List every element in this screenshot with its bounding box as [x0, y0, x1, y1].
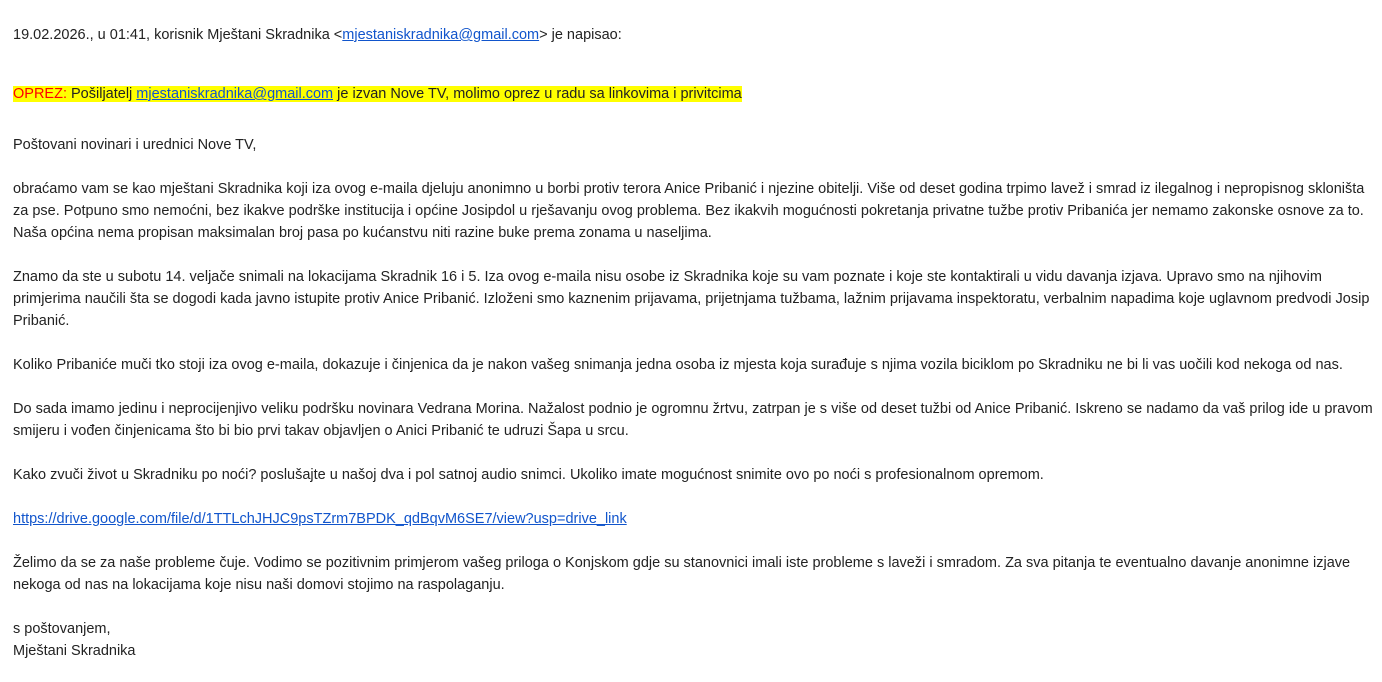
paragraph-audio: Kako zvuči život u Skradniku po noći? poslušajte u našoj dva i pol satnoj audio snimci. Ukoliko imate mogućnost snimite ovo po noći s profesionalnom opremom. — [13, 467, 1044, 483]
signature-block — [13, 618, 1375, 662]
warning-email-link[interactable]: mjestaniskradnika@gmail.com — [136, 86, 334, 102]
greeting: Poštovani novinari i urednici Nove TV, — [13, 137, 257, 153]
quoted-header-prefix: 19.02.2026., u 01:41, korisnik Mještani Skradnika < — [13, 27, 343, 43]
paragraph-support: Do sada imamo jedinu i neprocijenjivo veliku podršku novinara Vedrana Morina. Nažalost podnio je ogromnu žrtvu, zatrpan je s više od deset tužbi od Anice Pribanić. Iskreno se nadamo da vaš prilog ide u pravom smijeru i vođen činjenicama što bi bio prvi takav objavljen o Anici Pribanić te udruzi Šapa u srcu. — [13, 401, 1373, 439]
warning-label: OPREZ: — [13, 86, 67, 102]
quoted-header — [13, 24, 1375, 46]
quoted-header-suffix: > je napisao: — [539, 27, 622, 43]
email-body — [13, 24, 1375, 662]
signature: Mještani Skradnika — [13, 643, 136, 659]
sender-email-link[interactable]: mjestaniskradnika@gmail.com — [342, 27, 540, 43]
paragraph-filming: Znamo da ste u subotu 14. veljače snimali na lokacijama Skradnik 16 i 5. Iza ovog e-maila nisu osobe iz Skradnika koje su vam poznate i koje ste kontaktirali u vidu davanja izjava. Upravo smo na njihovim primjerima naučili šta se dogodi kada javno istupite protiv Anice Pribanić. Izloženi smo kaznenim prijavama, prijetnjama tužbama, lažnim prijavama inspektoratu, verbalnim napadima koje uglavnom predvodi Josip Pribanić. — [13, 269, 1370, 329]
paragraph-intro: obraćamo vam se kao mještani Skradnika koji iza ovog e-maila djeluju anonimno u borbi protiv terora Anice Pribanić i njezine obitelji. Više od deset godina trpimo lavež i smrad iz ilegalnog i nepropisnog skloništa za pse. Potpuno smo nemoćni, bez ikakve podrške institucija i općine Josipdol u rješavanju ovog problema. Bez ikakvih mogućnosti pokretanja privatne tužbe protiv Pribanića jer nemamo zakonske osnove za to. Naša općina nema propisan maksimalan broj pasa po kućanstvu niti razine buke prema zonama u naseljima. — [13, 181, 1365, 241]
warning-text-after: je izvan Nove TV, molimo oprez u radu sa linkovima i privitcima — [333, 86, 742, 102]
paragraph-bicycle: Koliko Pribaniće muči tko stoji iza ovog e-maila, dokazuje i činjenica da je nakon vašeg snimanja jedna osoba iz mjesta koja surađuje s njima vozila biciklom po Skradniku ne bi li vas uočili kod nekoga od nas. — [13, 357, 1343, 373]
paragraph-closing: Želimo da se za naše probleme čuje. Vodimo se pozitivnim primjerom vašeg priloga o Konjskom gdje su stanovnici imali iste probleme s laveži i smradom. Za sva pitanja te eventualno davanje anonimne izjave nekoga od nas na lokacijama koje nisu naši domovi stojimo na raspolaganju. — [13, 555, 1351, 593]
signoff: s poštovanjem, — [13, 621, 111, 637]
drive-link[interactable]: https://drive.google.com/file/d/1TTLchJHJC9psTZrm7BPDK_qdBqvM6SE7/view?usp=drive_link — [13, 511, 627, 527]
drive-link-line — [13, 508, 1375, 530]
warning-text-before: Pošiljatelj — [66, 86, 137, 102]
external-sender-warning — [13, 83, 1375, 105]
